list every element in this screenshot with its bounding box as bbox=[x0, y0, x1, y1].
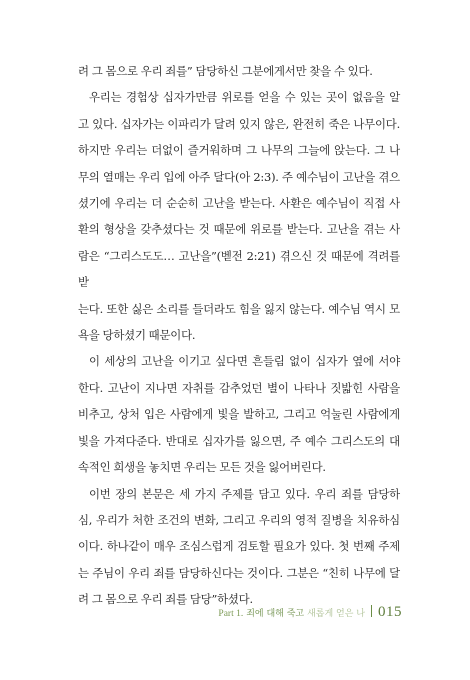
text-line: 셨기에 우리는 더 순순히 고난을 받는다. 사환은 예수님이 직접 사 bbox=[78, 196, 400, 211]
text-line: 이 세상의 고난을 이기고 싶다면 흔들림 없이 십자가 옆에 서야 bbox=[89, 354, 400, 369]
page-number: 015 bbox=[378, 604, 402, 620]
footer-chapter-subtitle: 새롭게 얻은 나 bbox=[307, 609, 365, 619]
text-line: 려 그 몸으로 우리 죄를” 담당하신 그분에게서만 찾을 수 있다. bbox=[78, 64, 373, 78]
page-footer bbox=[218, 604, 402, 624]
text-line: 심, 우리가 처한 조건의 변화, 그리고 우리의 영적 질병을 치유하심 bbox=[78, 512, 400, 527]
text-line: 는다. 또한 싫은 소리를 들더라도 힘을 잃지 않는다. 예수님 역시 모 bbox=[78, 301, 400, 316]
footer-part-label: Part 1. bbox=[218, 609, 244, 619]
text-line: 무의 열매는 우리 입에 아주 달다(아 2:3). 주 예수님이 고난을 겪으 bbox=[78, 169, 400, 184]
text-line: 려 그 몸으로 우리 죄를 담당”하셨다. bbox=[78, 592, 253, 607]
text-line: 우리는 경험상 십자가만큼 위로를 얻을 수 있는 곳이 없음을 알 bbox=[89, 90, 400, 105]
text-line: 고 있다. 십자가는 이파리가 달려 있지 않은, 완전히 죽은 나무이다. bbox=[78, 116, 400, 131]
footer-chapter-title: 죄에 대해 죽고 bbox=[246, 609, 305, 619]
text-line: 한다. 고난이 지나면 자취를 감추었던 별이 나타나 짓밟힌 사람을 bbox=[78, 380, 400, 395]
text-line: 속적인 희생을 놓치면 우리는 모든 것을 잃어버린다. bbox=[78, 460, 326, 475]
text-line: 빛을 가져다준다. 반대로 십자가를 잃으면, 주 예수 그리스도의 대 bbox=[78, 433, 400, 448]
text-line: 이다. 하나같이 매우 조심스럽게 검토할 필요가 있다. 첫 번째 주제 bbox=[78, 539, 400, 554]
text-line: 이번 장의 본문은 세 가지 주제를 담고 있다. 우리 죄를 담당하 bbox=[89, 486, 400, 501]
text-line: 비추고, 상처 입은 사람에게 빛을 발하고, 그리고 억눌린 사람에게 bbox=[78, 407, 400, 422]
text-line: 는 주님이 우리 죄를 담당하신다는 것이다. 그분은 “친히 나무에 달 bbox=[78, 565, 400, 580]
text-line: 환의 형상을 갖추셨다는 것 때문에 위로를 받는다. 고난을 겪는 사 bbox=[78, 222, 400, 237]
body-text bbox=[78, 58, 400, 613]
footer-divider bbox=[371, 605, 372, 617]
text-line: 욕을 당하셨기 때문이다. bbox=[78, 328, 196, 343]
text-line: 하지만 우리는 더없이 즐거워하며 그 나무의 그늘에 앉는다. 그 나 bbox=[78, 143, 400, 158]
text-line: 람은 “그리스도도… 고난을”(벧전 2:21) 겪으신 것 때문에 격려를 받 bbox=[78, 248, 400, 290]
